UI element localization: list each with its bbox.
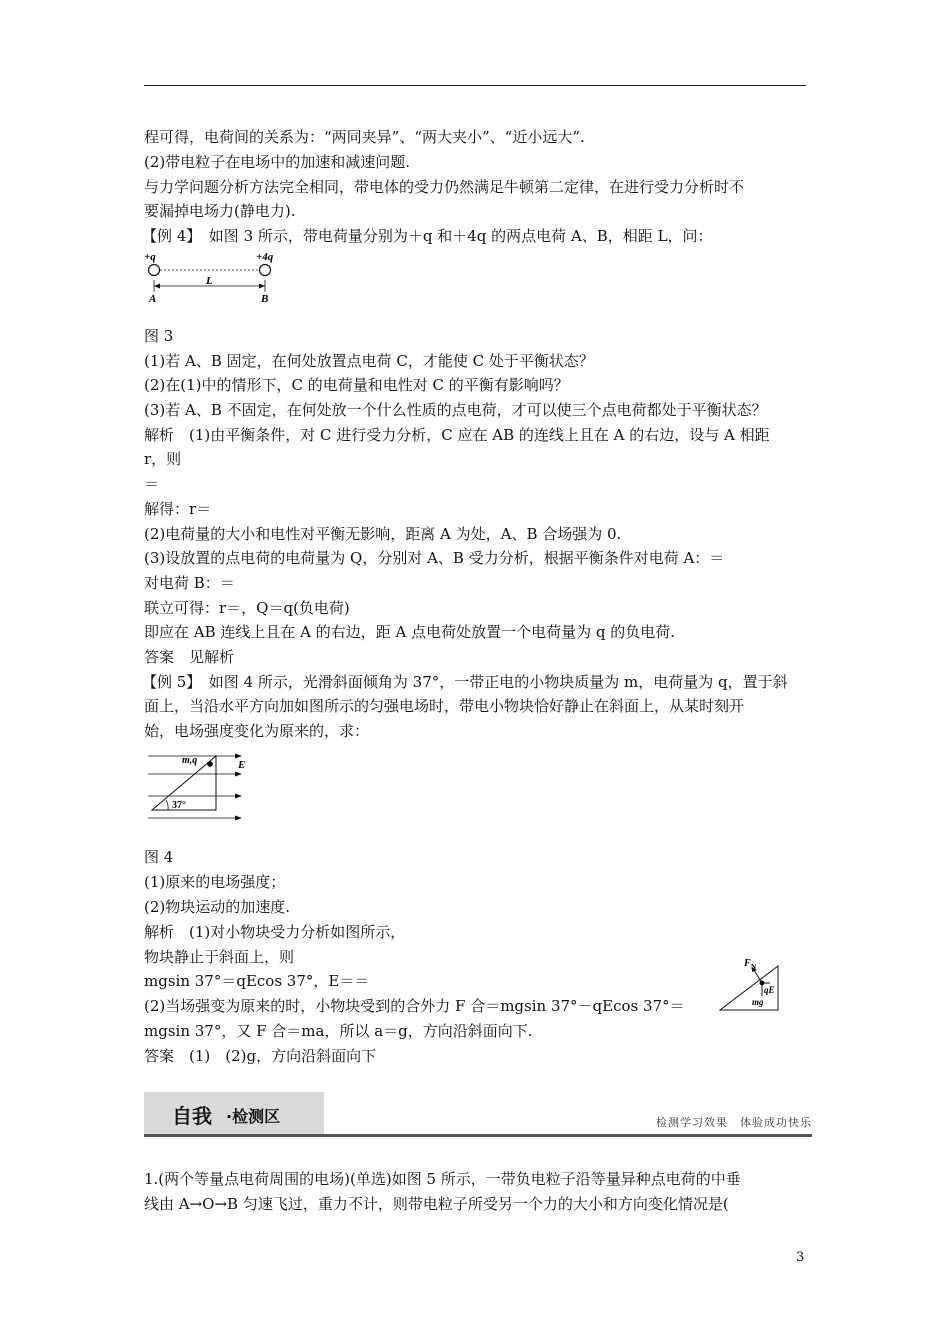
charged-block [207,761,213,767]
figure-3-diagram [140,248,290,306]
charge-a-circle [149,265,160,276]
point-b-label: B [261,293,269,305]
text-line: 联立可得：r＝，Q＝q(负电荷) [144,599,350,617]
figure-4-diagram [146,748,256,824]
text-line: 解析 (1)对小物块受力分析如图所示， [144,923,406,941]
text-line: mgsin 37°＝qEcos 37°，E＝＝ [144,972,370,990]
normal-force-label: F [744,958,751,969]
text-line: 与力学问题分析方法完全相同，带电体的受力仍然满足牛顿第二定律，在进行受力分析时不 [144,178,745,196]
example-4-heading: 【例 4】 如图 3 所示，带电荷量分别为＋q 和＋4q 的两点电荷 A、B，相距 L，问： [142,227,713,245]
text-line: (2)带电粒子在电场中的加速和减速问题. [144,153,411,171]
answer-line: 答案 (1) (2)g，方向沿斜面向下 [144,1047,377,1065]
text-line: 程可得，电荷间的关系为：“两同夹异”、“两大夹小”、“近小远大”. [144,128,585,146]
text-line: (2)当场强变为原来的时，小物块受到的合外力 F 合＝mgsin 37°－qEcos 37°＝ [144,997,685,1015]
text-line: 解得：r＝ [144,500,212,518]
question-line: 线由 A→O→B 匀速飞过，重力不计，则带电粒子所受另一个力的大小和方向变化情况是( [144,1195,729,1213]
text-line: (2)在(1)中的情形下，C 的电荷量和电性对 C 的平衡有影响吗？ [144,376,569,394]
figure-caption: 图 3 [144,327,174,345]
text-line: ＝ [144,475,160,493]
gravity-label: mg [752,997,764,1007]
text-line: 要漏掉电场力(静电力). [144,202,296,220]
self-check-banner [144,1092,812,1136]
text-line: 解析 (1)由平衡条件，对 C 进行受力分析，C 应在 AB 的连线上且在 A 的右边，设与 A 相距 [144,426,770,444]
text-line: 始，电场强度变化为原来的，求： [144,722,370,740]
text-line: (2)电荷量的大小和电性对平衡无影响，距离 A 为处，A、B 合场强为 0. [144,525,622,543]
force-analysis-diagram [716,950,782,1014]
example-5-heading: 【例 5】 如图 4 所示，光滑斜面倾角为 37°，一带正电的小物块质量为 m，电荷量为 q，置于斜 [142,673,788,691]
text-line: (3)设放置的点电荷的电荷量为 Q，分别对 A、B 受力分析，根据平衡条件对电荷 A：＝ [144,549,725,567]
banner-underline [144,1134,812,1137]
text-line: mgsin 37°，又 F 合＝ma，所以 a＝g，方向沿斜面向下. [144,1022,533,1040]
electric-force-label: qE [764,985,775,995]
text-line: 面上，当沿水平方向加如图所示的匀强电场时，带电小物块恰好静止在斜面上，从某时刻开 [144,697,745,715]
distance-label: L [206,275,213,287]
answer-line: 答案 见解析 [144,648,235,666]
question-line: 1.(两个等量点电荷周围的电场)(单选)如图 5 所示，一带负电粒子沿等量异种点电荷的中垂 [144,1170,741,1188]
field-label: E [238,759,246,771]
text-line: 物块静止于斜面上，则 [144,948,295,966]
angle-label: 37° [172,800,186,811]
banner-title: 自我 [172,1104,212,1128]
text-line: (3)若 A、B 不固定，在何处放一个什么性质的点电荷，才可以使三个点电荷都处于平衡状态？ [144,401,767,419]
charge-a-label: +q [144,251,156,263]
charge-b-circle [260,265,271,276]
text-line: (1)若 A、B 固定，在何处放置点电荷 C，才能使 C 处于平衡状态？ [144,352,594,370]
text-line: r，则 [144,450,182,468]
text-line: 即应在 AB 连线上且在 A 的右边，距 A 点电荷处放置一个电荷量为 q 的负电荷. [144,623,676,641]
header-rule [144,85,806,86]
banner-subtitle: ·检测区 [226,1107,281,1126]
block-label: m,q [182,755,198,766]
text-line: 对电荷 B：＝ [144,574,235,592]
point-a-label: A [149,293,157,305]
normal-force-subscript: N [751,963,757,971]
page-number: 3 [796,1250,805,1265]
charge-b-label: +4q [256,251,274,263]
text-line: (2)物块运动的加速度. [144,898,291,916]
banner-slogan: 检测学习效果 体验成功快乐 [656,1116,812,1129]
figure-caption: 图 4 [144,848,174,866]
text-line: (1)原来的电场强度； [144,873,286,891]
